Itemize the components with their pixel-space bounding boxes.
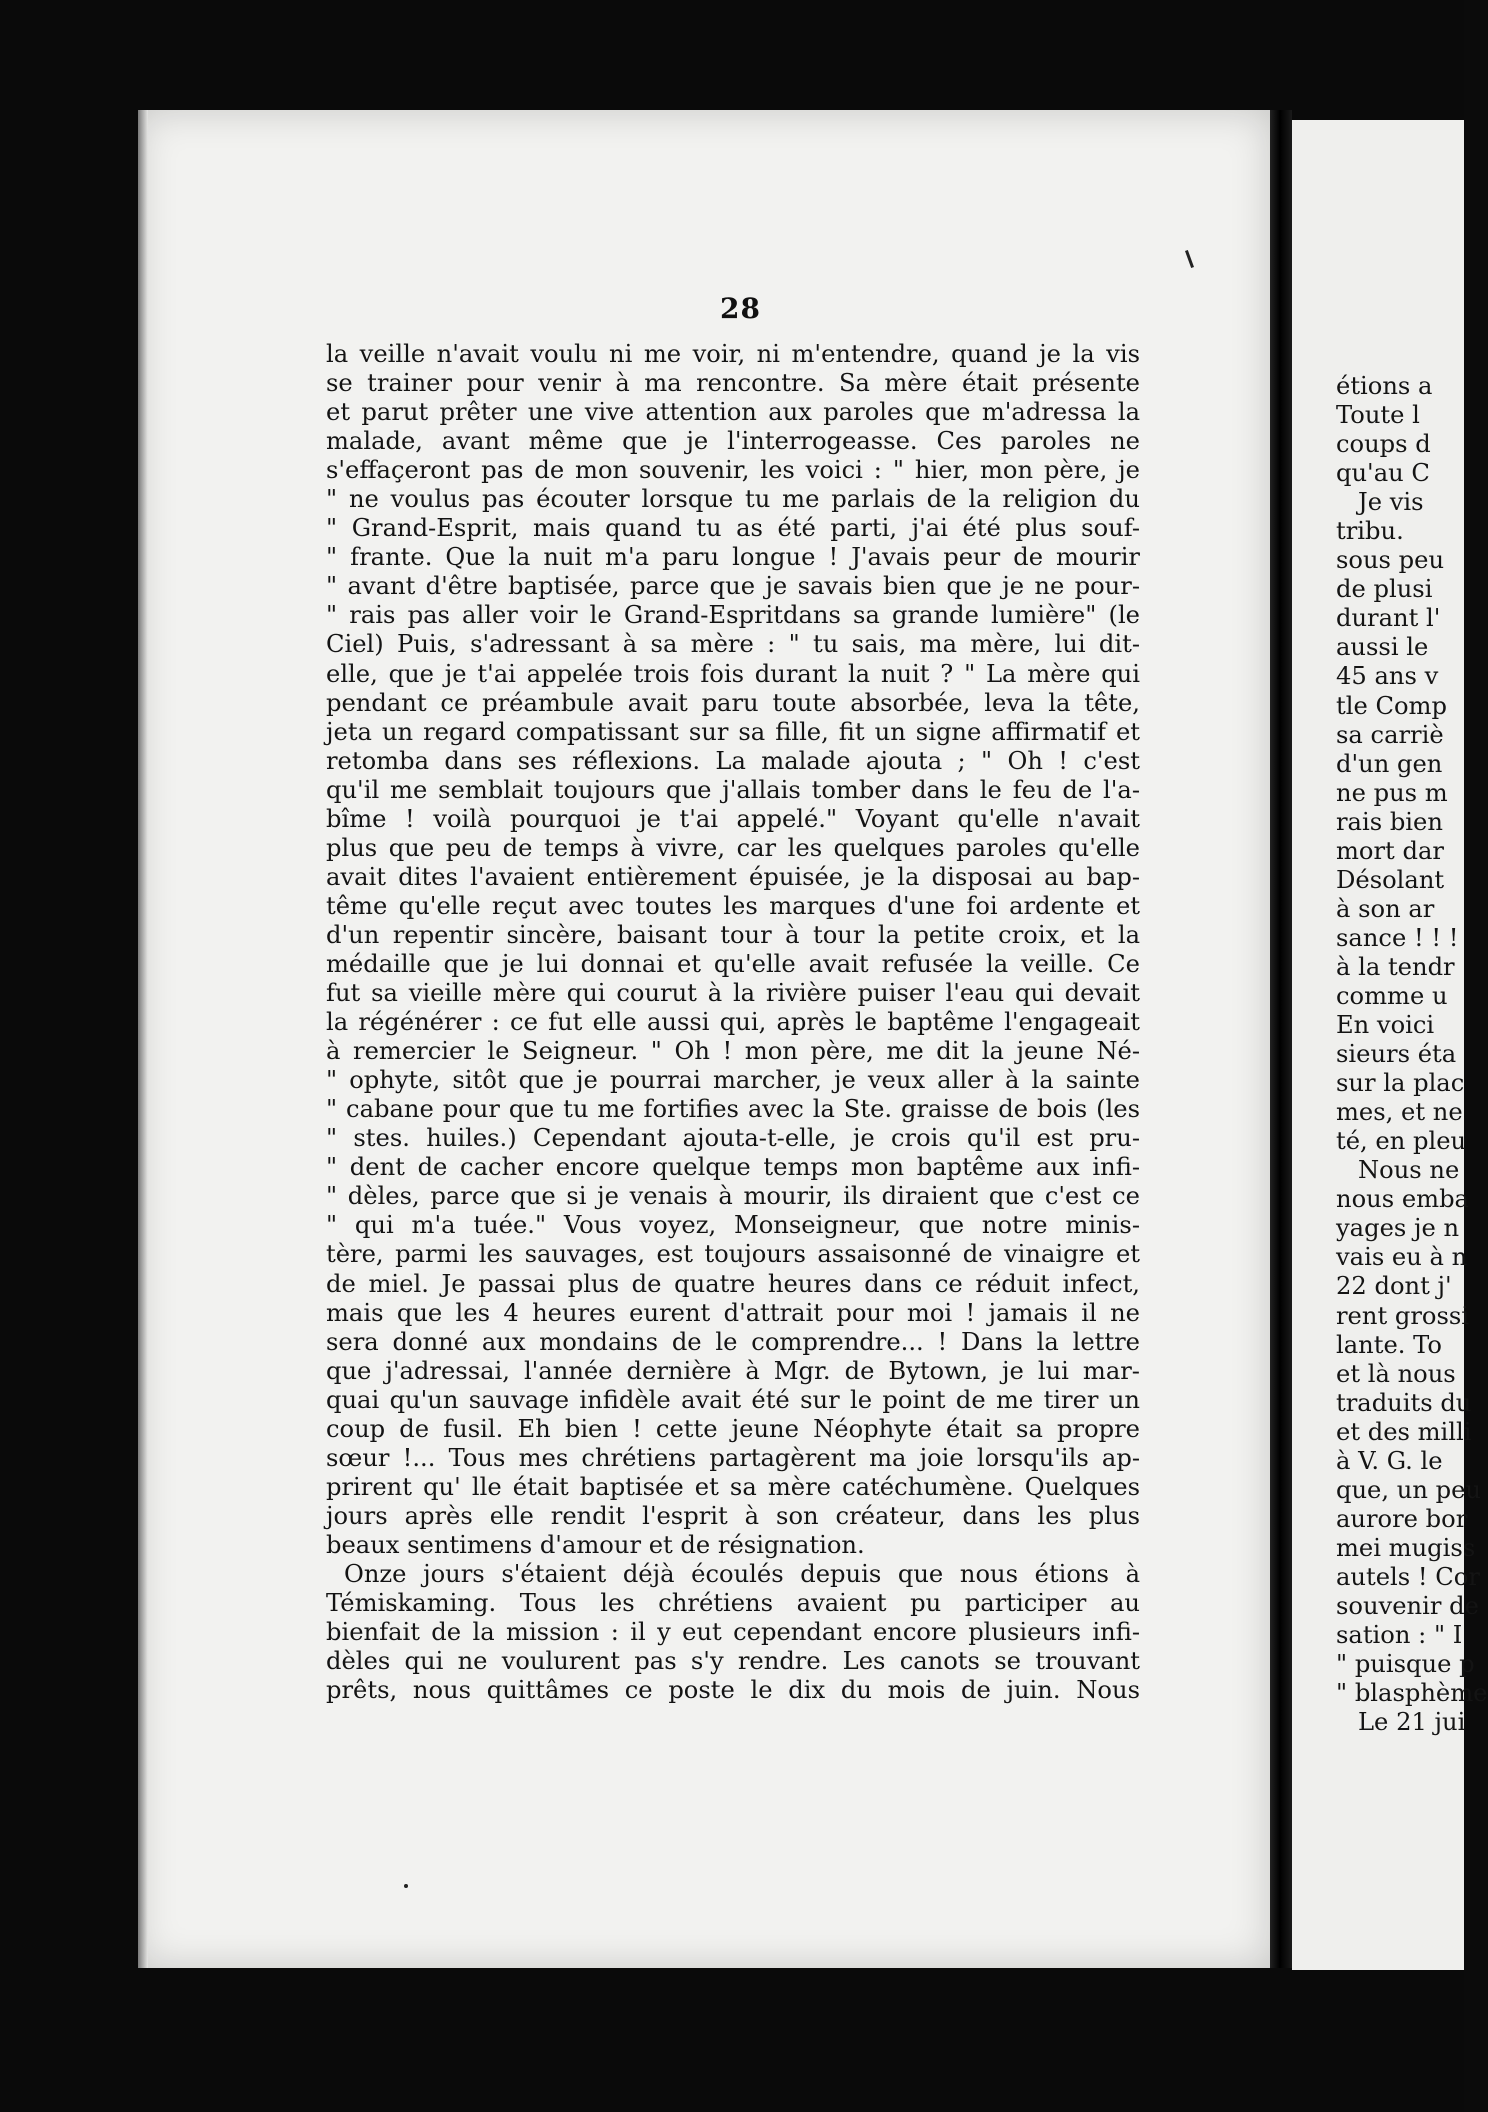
facing-text-line: traduits du — [1336, 1388, 1472, 1417]
text-line: " rais pas aller voir le Grand-Espritdans sa grande lumière" (le — [326, 601, 1140, 630]
facing-text-line: à son ar — [1336, 894, 1435, 923]
facing-text-line: mes, et ne — [1336, 1098, 1463, 1127]
facing-text-line: coups d — [1336, 430, 1431, 459]
text-line: jours après elle rendit l'esprit à son créateur, dans les plus — [326, 1501, 1140, 1530]
facing-text-line: durant l' — [1336, 604, 1441, 633]
text-line: qu'il me semblait toujours que j'allais tomber dans le feu de l'a- — [326, 775, 1140, 804]
text-line: se trainer pour venir à ma rencontre. Sa mère était présente — [326, 369, 1140, 398]
text-line: " ophyte, sitôt que je pourrai marcher, je veux aller à la sainte — [326, 1066, 1140, 1095]
text-line: à remercier le Seigneur. " Oh ! mon père, me dit la jeune Né- — [326, 1037, 1140, 1066]
facing-text-line: " blasphème — [1336, 1679, 1488, 1708]
text-line: sera donné aux mondains de le comprendre... ! Dans la lettre — [326, 1327, 1140, 1356]
text-line: jeta un regard compatissant sur sa fille, fit un signe affirmatif et — [326, 717, 1140, 746]
facing-text-line: autels ! Cor — [1336, 1562, 1480, 1591]
facing-text-line: tribu. — [1336, 517, 1404, 546]
text-line: avait dites l'avaient entièrement épuisée, je la disposai au bap- — [326, 862, 1140, 891]
text-line: " stes. huiles.) Cependant ajouta-t-elle, je crois qu'il est pru- — [326, 1124, 1140, 1153]
text-line: beaux sentimens d'amour et de résignation. — [326, 1530, 865, 1559]
facing-text-line: sance ! ! ! — [1336, 923, 1459, 952]
text-line: prêts, nous quittâmes ce poste le dix du mois de juin. Nous — [326, 1676, 1140, 1705]
facing-page-text — [1336, 372, 1488, 1737]
facing-text-line: Désolant — [1336, 865, 1445, 894]
facing-text-line: rent grossi — [1336, 1301, 1470, 1330]
facing-text-line: qu'au C — [1336, 459, 1430, 488]
facing-text-line: nous emba — [1336, 1185, 1469, 1214]
facing-text-line: sation : " I — [1336, 1621, 1463, 1650]
text-line: " avant d'être baptisée, parce que je savais bien que je ne pour- — [326, 572, 1140, 601]
facing-text-line: lante. To — [1336, 1330, 1442, 1359]
text-line: mais que les 4 heures eurent d'attrait pour moi ! jamais il ne — [326, 1298, 1140, 1327]
facing-text-line: rais bien — [1336, 807, 1443, 836]
text-line: coup de fusil. Eh bien ! cette jeune Néophyte était sa propre — [326, 1414, 1140, 1443]
facing-text-line: à V. G. le — [1336, 1446, 1443, 1475]
text-line: quai qu'un sauvage infidèle avait été sur le point de me tirer un — [326, 1385, 1140, 1414]
facing-text-line: Le 21 jui — [1358, 1708, 1466, 1737]
facing-text-line: ne pus m — [1336, 778, 1448, 807]
facing-text-line: et des milli — [1336, 1417, 1472, 1446]
facing-text-line: sieurs éta — [1336, 1040, 1457, 1069]
facing-text-line: aurore bor — [1336, 1504, 1468, 1533]
facing-text-line: Je vis — [1358, 488, 1424, 517]
text-line: Témiskaming. Tous les chrétiens avaient pu participer au — [326, 1589, 1140, 1618]
text-line: et parut prêter une vive attention aux paroles que m'adressa la — [326, 398, 1140, 427]
text-line: tère, parmi les sauvages, est toujours assaisonné de vinaigre et — [326, 1240, 1140, 1269]
text-line: pendant ce préambule avait paru toute absorbée, leva la tête, — [326, 688, 1140, 717]
text-line: s'effaçeront pas de mon souvenir, les voici : " hier, mon père, je — [326, 456, 1140, 485]
scan-speck — [404, 1884, 408, 1888]
page-number: 28 — [720, 292, 761, 325]
text-line: " cabane pour que tu me fortifies avec la Ste. graisse de bois (les — [326, 1095, 1140, 1124]
text-line: " frante. Que la nuit m'a paru longue ! J'avais peur de mourir — [326, 543, 1140, 572]
text-line: " Grand-Esprit, mais quand tu as été parti, j'ai été plus souf- — [326, 514, 1140, 543]
text-line: plus que peu de temps à vivre, car les quelques paroles qu'elle — [326, 833, 1140, 862]
facing-text-line: d'un gen — [1336, 749, 1443, 778]
text-line: dèles qui ne voulurent pas s'y rendre. Les canots se trouvant — [326, 1647, 1140, 1676]
text-line: que j'adressai, l'année dernière à Mgr. de Bytown, je lui mar- — [326, 1356, 1140, 1385]
text-line: d'un repentir sincère, baisant tour à tour la petite croix, et la — [326, 920, 1140, 949]
facing-text-line: 45 ans v — [1336, 662, 1439, 691]
text-line: " qui m'a tuée." Vous voyez, Monseigneur, que notre minis- — [326, 1211, 1140, 1240]
text-line: fut sa vieille mère qui courut à la rivière puiser l'eau qui devait — [326, 979, 1140, 1008]
facing-text-line: tle Comp — [1336, 691, 1447, 720]
facing-text-line: étions a — [1336, 372, 1433, 400]
facing-text-line: et là nous — [1336, 1359, 1456, 1388]
text-line: Ciel) Puis, s'adressant à sa mère : " tu sais, ma mère, lui dit- — [326, 630, 1140, 659]
text-line: " dèles, parce que si je venais à mourir, ils diraient que c'est ce — [326, 1182, 1140, 1211]
text-line: la veille n'avait voulu ni me voir, ni m'entendre, quand je la vis — [326, 340, 1140, 368]
facing-text-line: sous peu — [1336, 546, 1445, 575]
facing-text-line: En voici — [1336, 1011, 1435, 1040]
facing-text-line: Toute l — [1336, 401, 1420, 430]
facing-text-line: mei mugiss — [1336, 1533, 1476, 1562]
facing-text-line: à la tendr — [1336, 952, 1455, 981]
text-line: tême qu'elle reçut avec toutes les marques d'une foi ardente et — [326, 891, 1140, 920]
facing-text-line: vais eu à n — [1336, 1243, 1468, 1272]
facing-text-line: Nous ne — [1358, 1156, 1460, 1185]
text-line: " ne voulus pas écouter lorsque tu me parlais de la religion du — [326, 485, 1140, 514]
text-line: elle, que je t'ai appelée trois fois durant la nuit ? " La mère qui — [326, 659, 1140, 688]
facing-text-line: té, en pleu — [1336, 1127, 1467, 1156]
text-line: bîme ! voilà pourquoi je t'ai appelé." Voyant qu'elle n'avait — [326, 804, 1140, 833]
text-line: médaille que je lui donnai et qu'elle avait refusée la veille. Ce — [326, 949, 1140, 978]
facing-text-line: de plusi — [1336, 575, 1433, 604]
facing-text-line: 22 dont j' — [1336, 1272, 1452, 1301]
facing-text-line: " puisque p — [1336, 1650, 1475, 1679]
text-line: la régénérer : ce fut elle aussi qui, après le baptême l'engageait — [326, 1008, 1140, 1037]
text-line: malade, avant même que je l'interrogeasse. Ces paroles ne — [326, 427, 1140, 456]
text-line: de miel. Je passai plus de quatre heures dans ce réduit infect, — [326, 1269, 1140, 1298]
text-line: retomba dans ses réflexions. La malade ajouta ; " Oh ! c'est — [326, 746, 1140, 775]
facing-text-line: souvenir de — [1336, 1591, 1479, 1620]
facing-text-line: mort dar — [1336, 836, 1444, 865]
facing-text-line: yages je n — [1336, 1214, 1460, 1243]
text-line: prirent qu' lle était baptisée et sa mère catéchumène. Quelques — [326, 1472, 1140, 1501]
facing-text-line: aussi le — [1336, 633, 1429, 662]
book-gutter — [1270, 110, 1292, 1968]
page-body-text — [326, 340, 1140, 1705]
facing-text-line: que, un peu — [1336, 1475, 1481, 1504]
text-line: " dent de cacher encore quelque temps mon baptême aux infi- — [326, 1153, 1140, 1182]
text-line: sœur !... Tous mes chrétiens partagèrent ma joie lorsqu'ils ap- — [326, 1443, 1140, 1472]
text-line: Onze jours s'étaient déjà écoulés depuis que nous étions à — [344, 1559, 1140, 1588]
facing-text-line: sur la plac — [1336, 1069, 1465, 1098]
facing-text-line: sa carriè — [1336, 720, 1444, 749]
facing-text-line: comme u — [1336, 981, 1448, 1010]
text-line: bienfait de la mission : il y eut cependant encore plusieurs infi- — [326, 1618, 1140, 1647]
